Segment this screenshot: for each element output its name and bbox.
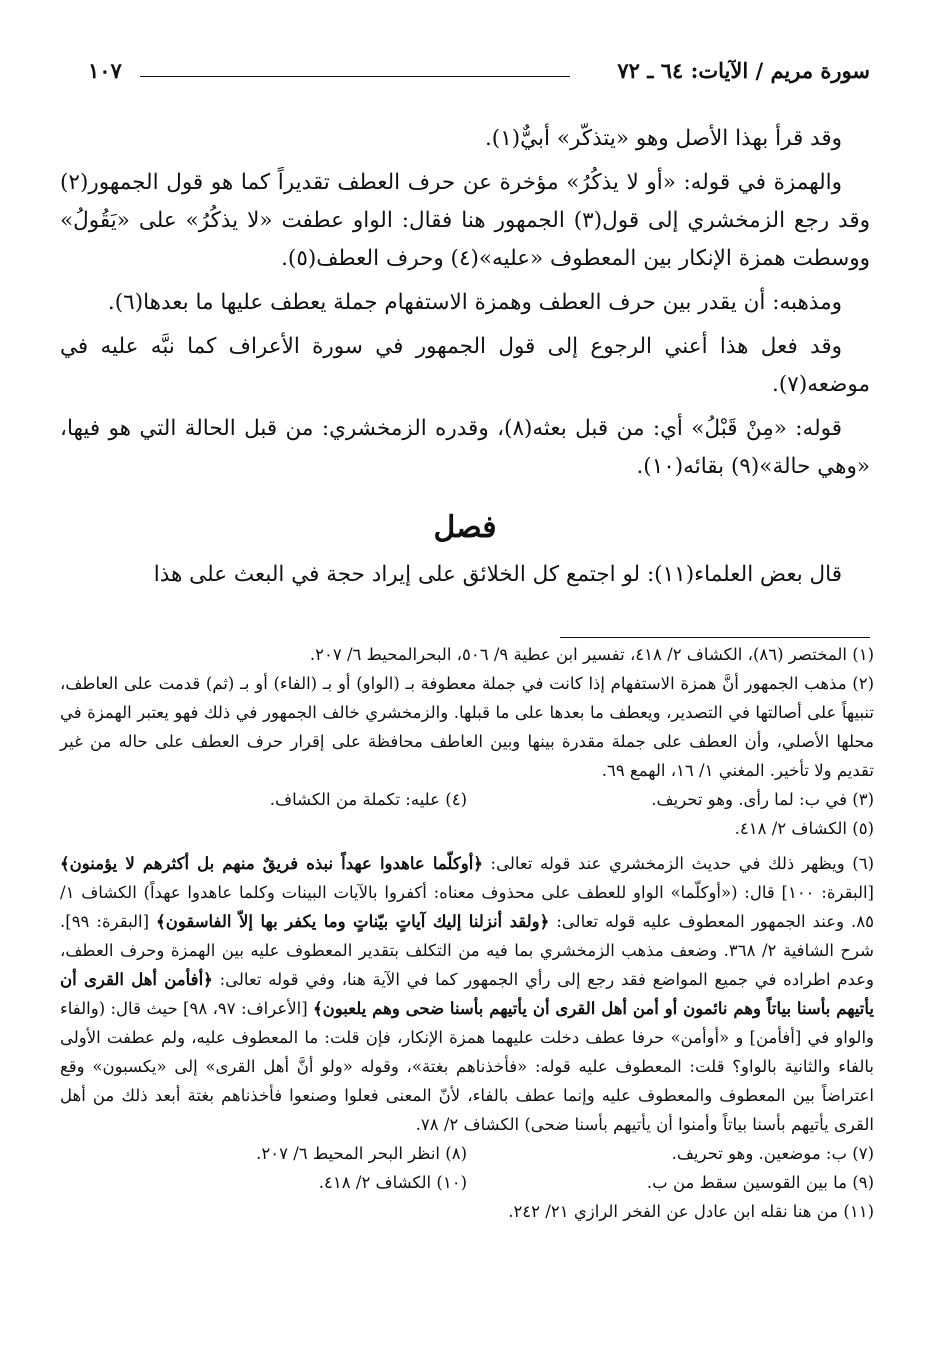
- footnote-1: (١) المختصر (٨٦)، الكشاف ٢/ ٤١٨، تفسير ابن عطية ٩/ ٥٠٦، البحرالمحيط ٦/ ٢٠٧.: [309, 645, 874, 664]
- footnote-5: (٥) الكشاف ٢/ ٤١٨.: [734, 819, 874, 838]
- paragraph-5: قوله: «مِنْ قَبْلُ» أي: من قبل بعثه(٨)، وقدره الزمخشري: من قبل الحالة التي هو فيها، «وهي حالة»(٩) بقائه(١٠).: [60, 416, 870, 479]
- running-header: [88, 58, 870, 90]
- paragraph-3: ومذهبه: أن يقدر بين حرف العطف وهمزة الاستفهام جملة يعطف عليها ما بعدها(٦).: [107, 290, 842, 315]
- header-rule: [140, 76, 570, 77]
- footnote-4: (٤) عليه: تكملة من الكشاف.: [269, 790, 467, 809]
- footnote-6: [60, 849, 874, 1139]
- section-title: فصل: [433, 510, 497, 545]
- page-number: ١٠٧: [88, 58, 122, 83]
- footnote-6-quran-1: ﴿أوكلّما عاهدوا عهداً نبذه فريقٌ منهم بل أكثرهم لا يؤمنون﴾: [60, 854, 483, 873]
- footnote-3: (٣) في ب: لما رأى. وهو تحريف.: [651, 790, 874, 809]
- footnote-row-7-8: [60, 1139, 874, 1168]
- footnote-row-9-10: [60, 1168, 874, 1197]
- footnote-7: (٧) ب: موضعين. وهو تحريف.: [671, 1144, 874, 1163]
- footnote-2: (٢) مذهب الجمهور أنَّ همزة الاستفهام إذا كانت في جملة معطوفة بـ (الواو) أو بـ (الفاء) أو بـ (ثم) قدمت على العاطف، تنبيهاً على أصالتها في التصدير، ويعطف ما بعدها على ما قبلها. والزمخشري خالف الجمهور في ذلك فهو يعتبر الهمزة في محلها الأصلي، وأن العطف على جملة مقدرة بينها وبين العاطف محافظة على إقرار حرف العطف على حاله من غير تقديم ولا تأخير. المغني ١/ ١٦، الهمع ٦٩.: [60, 674, 874, 780]
- main-text: [60, 120, 870, 594]
- footnote-6-quran-3: ﴿أفأمن أهل القرى أن يأتيهم بأسنا بياتاً وهم نائمون أو أمن أهل القرى أن يأتيهم بأسنا ضحى وهم يلعبون﴾: [60, 970, 874, 1018]
- paragraph-1: وقد قرأ بهذا الأصل وهو «يتذكّر» أبيٌّ(١).: [484, 126, 842, 151]
- footnote-rule: [560, 637, 870, 638]
- footnote-10: (١٠) الكشاف ٢/ ٤١٨.: [318, 1173, 467, 1192]
- footnote-8: (٨) انظر البحر المحيط ٦/ ٢٠٧.: [256, 1144, 467, 1163]
- footnote-11: (١١) من هنا نقله ابن عادل عن الفخر الرازي ٢١/ ٢٤٢.: [508, 1202, 874, 1221]
- footnote-6-quran-2: ﴿ولقد أنزلنا إليك آياتٍ بيّناتٍ وما يكفر بها إلاّ الفاسقون﴾: [156, 912, 550, 931]
- header-title: سورة مريم / الآيات: ٦٤ ـ ٧٢: [617, 58, 870, 83]
- paragraph-2: والهمزة في قوله: «أو لا يذكُرُ» مؤخرة عن حرف العطف تقديراً كما هو قول الجمهور(٢) وقد رجع الزمخشري إلى قول(٣) الجمهور هنا فقال: الواو عطفت «لا يذكُرُ» على «يَقُولُ» ووسطت همزة الإنكار بين المعطوف «عليه»(٤) وحرف العطف(٥).: [60, 170, 871, 271]
- footnotes: [60, 640, 874, 1226]
- footnote-6-part-a: (٦) ويظهر ذلك في حديث الزمخشري عند قوله تعالى:: [482, 854, 875, 873]
- footnote-9: (٩) ما بين القوسين سقط من ب.: [646, 1173, 874, 1192]
- footnote-6-part-d: [الأعراف: ٩٧، ٩٨] حيث قال: (والفاء والواو في [أفأمن] و «أوأمن» حرفا عطف دخلت عليهما همزة الإنكار، فإن قلت: ما المعطوف عليه، ولم عطفت الأولى بالفاء والثانية بالواو؟ قلت: المعطوف عليه قوله: «فأخذناهم بغتة»، وقوله «ولو أنَّ أهل القرى» إلى «يكسبون» وقع اعتراضاً بين المعطوف والمعطوف عليه وإنما عطف بالفاء، لأنّ المعنى فعلوا وصنعوا فأخذناهم بغتة أبعد ذلك من أهل القرى يأتيهم بأسنا بياتاً وأمنوا أن يأتيهم بأسنا ضحى) الكشاف ٢/ ٧٨.: [60, 999, 874, 1134]
- footnote-6-part-c: [البقرة: ٩٩]. شرح الشافية ٢/ ٣٦٨. وضعف مذهب الزمخشري بما فيه من التكلف بتقدير المعطوف عليه بين الهمزة وحرف العطف، وعدم اطراده في جميع المواضع فقد رجع إلى رأي الجمهور كما في الآية هنا، وفي قوله تعالى:: [60, 912, 875, 989]
- paragraph-4: وقد فعل هذا أعني الرجوع إلى قول الجمهور في سورة الأعراف كما نبَّه عليه في موضعه(٧).: [60, 334, 870, 397]
- paragraph-6: قال بعض العلماء(١١): لو اجتمع كل الخلائق على إيراد حجة في البعث على هذا: [153, 562, 842, 587]
- footnote-6-part-b: [البقرة: ١٠٠] قال: («أوكلّما» الواو للعطف على محذوف معناه: أكفروا بالآيات البينات وكلما عاهدوا عهداً) الكشاف ١/ ٨٥. وعند الجمهور المعطوف عليه قوله تعالى:: [60, 883, 874, 931]
- footnote-row-3-4: [60, 785, 874, 814]
